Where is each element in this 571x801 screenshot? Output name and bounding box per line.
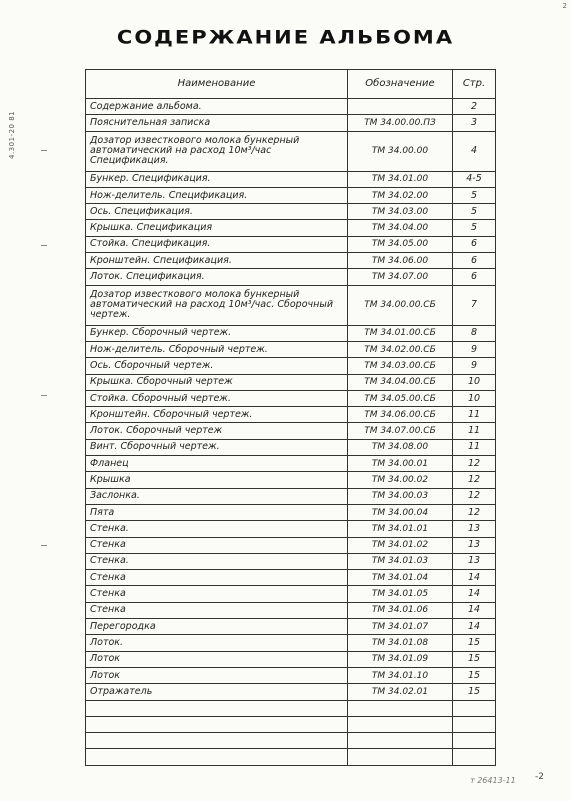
table-row xyxy=(86,439,496,455)
row-name: Стенка xyxy=(86,537,348,553)
row-name: Бункер. Сборочный чертеж. xyxy=(86,325,348,341)
row-code: ТМ 34.01.03 xyxy=(348,553,453,569)
row-code: ТМ 34.01.06 xyxy=(348,602,453,618)
table-row xyxy=(86,716,496,732)
row-code: ТМ 34.02.00.СБ xyxy=(348,341,453,357)
row-page: 9 xyxy=(453,341,496,357)
row-page: 12 xyxy=(453,504,496,520)
row-code: ТМ 34.00.04 xyxy=(348,504,453,520)
row-page: 11 xyxy=(453,407,496,423)
row-page: 13 xyxy=(453,537,496,553)
column-header-code: Обозначение xyxy=(348,70,453,99)
table-row xyxy=(86,99,496,115)
row-page xyxy=(453,733,496,749)
row-name xyxy=(86,700,348,716)
table-row xyxy=(86,374,496,390)
bottom-reference: т 26413-11 xyxy=(470,776,516,785)
row-page: 13 xyxy=(453,521,496,537)
row-page xyxy=(453,716,496,732)
row-code: ТМ 34.01.00 xyxy=(348,171,453,187)
table-header-row xyxy=(86,70,496,99)
row-page: 4-5 xyxy=(453,171,496,187)
row-name: Ось. Спецификация. xyxy=(86,204,348,220)
row-page: 10 xyxy=(453,374,496,390)
row-code: ТМ 34.01.04 xyxy=(348,570,453,586)
row-page: 15 xyxy=(453,684,496,700)
row-code: ТМ 34.03.00 xyxy=(348,204,453,220)
row-code: ТМ 34.04.00.СБ xyxy=(348,374,453,390)
row-name: Крышка. Сборочный чертеж xyxy=(86,374,348,390)
row-code: ТМ 34.01.02 xyxy=(348,537,453,553)
row-page: 12 xyxy=(453,488,496,504)
table-row xyxy=(86,635,496,651)
row-name: Стойка. Спецификация. xyxy=(86,236,348,252)
row-page: 14 xyxy=(453,602,496,618)
row-name: Нож-делитель. Спецификация. xyxy=(86,187,348,203)
album-side-code: 4.301-20 81 xyxy=(8,110,16,159)
table-row xyxy=(86,204,496,220)
row-code: ТМ 34.06.00 xyxy=(348,253,453,269)
row-page: 6 xyxy=(453,269,496,285)
sheet-number: -2 xyxy=(535,772,544,782)
table-row xyxy=(86,407,496,423)
row-code xyxy=(348,716,453,732)
table-row xyxy=(86,390,496,406)
row-page: 13 xyxy=(453,553,496,569)
table-row xyxy=(86,285,496,325)
row-code xyxy=(348,99,453,115)
row-page: 11 xyxy=(453,439,496,455)
contents-table xyxy=(85,69,496,766)
table-row xyxy=(86,472,496,488)
row-name: Стенка xyxy=(86,602,348,618)
row-page: 11 xyxy=(453,423,496,439)
row-name: Фланец xyxy=(86,456,348,472)
row-code: ТМ 34.00.01 xyxy=(348,456,453,472)
table-body xyxy=(86,99,496,766)
column-header-page: Стр. xyxy=(453,70,496,99)
table-row xyxy=(86,236,496,252)
row-code: ТМ 34.02.00 xyxy=(348,187,453,203)
table-row xyxy=(86,651,496,667)
table-row xyxy=(86,521,496,537)
row-page: 14 xyxy=(453,619,496,635)
row-code: ТМ 34.01.10 xyxy=(348,667,453,683)
row-name: Стойка. Сборочный чертеж. xyxy=(86,390,348,406)
row-name: Лоток. Сборочный чертеж xyxy=(86,423,348,439)
row-page: 5 xyxy=(453,220,496,236)
table-row xyxy=(86,423,496,439)
album-title: СОДЕРЖАНИЕ АЛЬБОМА xyxy=(116,26,455,48)
row-name: Отражатель xyxy=(86,684,348,700)
row-code: ТМ 34.00.00.ПЗ xyxy=(348,115,453,131)
row-name: Стенка xyxy=(86,586,348,602)
margin-tick xyxy=(41,395,47,396)
row-page: 6 xyxy=(453,253,496,269)
row-page: 15 xyxy=(453,651,496,667)
row-code: ТМ 34.04.00 xyxy=(348,220,453,236)
table-row xyxy=(86,619,496,635)
table-row xyxy=(86,220,496,236)
row-code: ТМ 34.01.08 xyxy=(348,635,453,651)
row-name: Дозатор известкового молока бункерный автоматический на расход 10м³/час. Сборочный чертеж. xyxy=(86,285,348,325)
row-code: ТМ 34.00.00 xyxy=(348,131,453,171)
row-name: Стенка. xyxy=(86,521,348,537)
row-name: Дозатор известкового молока бункерный автоматический на расход 10м³/час Спецификация. xyxy=(86,131,348,171)
table-row xyxy=(86,253,496,269)
table-row xyxy=(86,667,496,683)
row-code: ТМ 34.01.01 xyxy=(348,521,453,537)
row-name: Винт. Сборочный чертеж. xyxy=(86,439,348,455)
row-page: 3 xyxy=(453,115,496,131)
row-name: Перегородка xyxy=(86,619,348,635)
row-page: 2 xyxy=(453,99,496,115)
table-row xyxy=(86,187,496,203)
row-name: Лоток. xyxy=(86,635,348,651)
row-page: 12 xyxy=(453,456,496,472)
row-code: ТМ 34.07.00.СБ xyxy=(348,423,453,439)
row-page xyxy=(453,700,496,716)
column-header-name: Наименование xyxy=(86,70,348,99)
row-code: ТМ 34.01.07 xyxy=(348,619,453,635)
row-name: Ось. Сборочный чертеж. xyxy=(86,358,348,374)
row-name: Крышка xyxy=(86,472,348,488)
row-name xyxy=(86,749,348,765)
row-page: 14 xyxy=(453,570,496,586)
row-code: ТМ 34.03.00.СБ xyxy=(348,358,453,374)
margin-tick xyxy=(41,545,47,546)
row-page: 9 xyxy=(453,358,496,374)
row-code: ТМ 34.01.09 xyxy=(348,651,453,667)
row-page: 10 xyxy=(453,390,496,406)
row-page: 7 xyxy=(453,285,496,325)
row-code xyxy=(348,700,453,716)
row-code: ТМ 34.00.03 xyxy=(348,488,453,504)
table-row xyxy=(86,553,496,569)
table-row xyxy=(86,325,496,341)
row-name: Стенка xyxy=(86,570,348,586)
row-code: ТМ 34.00.00.СБ xyxy=(348,285,453,325)
table-row xyxy=(86,358,496,374)
row-name: Кронштейн. Сборочный чертеж. xyxy=(86,407,348,423)
table-row xyxy=(86,269,496,285)
row-code: ТМ 34.05.00 xyxy=(348,236,453,252)
row-code xyxy=(348,749,453,765)
row-name: Лоток xyxy=(86,667,348,683)
table-row xyxy=(86,341,496,357)
margin-tick xyxy=(41,150,47,151)
row-name: Бункер. Спецификация. xyxy=(86,171,348,187)
margin-tick xyxy=(41,245,47,246)
row-page: 12 xyxy=(453,472,496,488)
row-page: 8 xyxy=(453,325,496,341)
row-page: 5 xyxy=(453,204,496,220)
row-name: Лоток. Спецификация. xyxy=(86,269,348,285)
table-row xyxy=(86,602,496,618)
table-row xyxy=(86,700,496,716)
table-row xyxy=(86,488,496,504)
row-page: 6 xyxy=(453,236,496,252)
row-page: 14 xyxy=(453,586,496,602)
row-page: 15 xyxy=(453,635,496,651)
row-name: Заслонка. xyxy=(86,488,348,504)
table-row xyxy=(86,537,496,553)
row-code: ТМ 34.01.05 xyxy=(348,586,453,602)
row-page: 5 xyxy=(453,187,496,203)
row-code: ТМ 34.02.01 xyxy=(348,684,453,700)
table-row xyxy=(86,504,496,520)
row-name: Стенка. xyxy=(86,553,348,569)
table-row xyxy=(86,171,496,187)
row-code: ТМ 34.07.00 xyxy=(348,269,453,285)
row-code xyxy=(348,733,453,749)
row-name: Содержание альбома. xyxy=(86,99,348,115)
row-name xyxy=(86,733,348,749)
row-name: Пояснительная записка xyxy=(86,115,348,131)
corner-mark: 2 xyxy=(562,2,567,10)
table-row xyxy=(86,456,496,472)
table-row xyxy=(86,749,496,765)
row-name: Кронштейн. Спецификация. xyxy=(86,253,348,269)
row-name: Лоток xyxy=(86,651,348,667)
row-code: ТМ 34.06.00.СБ xyxy=(348,407,453,423)
table-row xyxy=(86,131,496,171)
row-name: Пята xyxy=(86,504,348,520)
row-page: 4 xyxy=(453,131,496,171)
row-code: ТМ 34.08.00 xyxy=(348,439,453,455)
row-code: ТМ 34.05.00.СБ xyxy=(348,390,453,406)
row-page: 15 xyxy=(453,667,496,683)
row-name xyxy=(86,716,348,732)
table-row xyxy=(86,115,496,131)
row-page xyxy=(453,749,496,765)
row-code: ТМ 34.01.00.СБ xyxy=(348,325,453,341)
row-name: Крышка. Спецификация xyxy=(86,220,348,236)
row-code: ТМ 34.00.02 xyxy=(348,472,453,488)
table-row xyxy=(86,684,496,700)
table-row xyxy=(86,586,496,602)
table-row xyxy=(86,733,496,749)
row-name: Нож-делитель. Сборочный чертеж. xyxy=(86,341,348,357)
table-row xyxy=(86,570,496,586)
